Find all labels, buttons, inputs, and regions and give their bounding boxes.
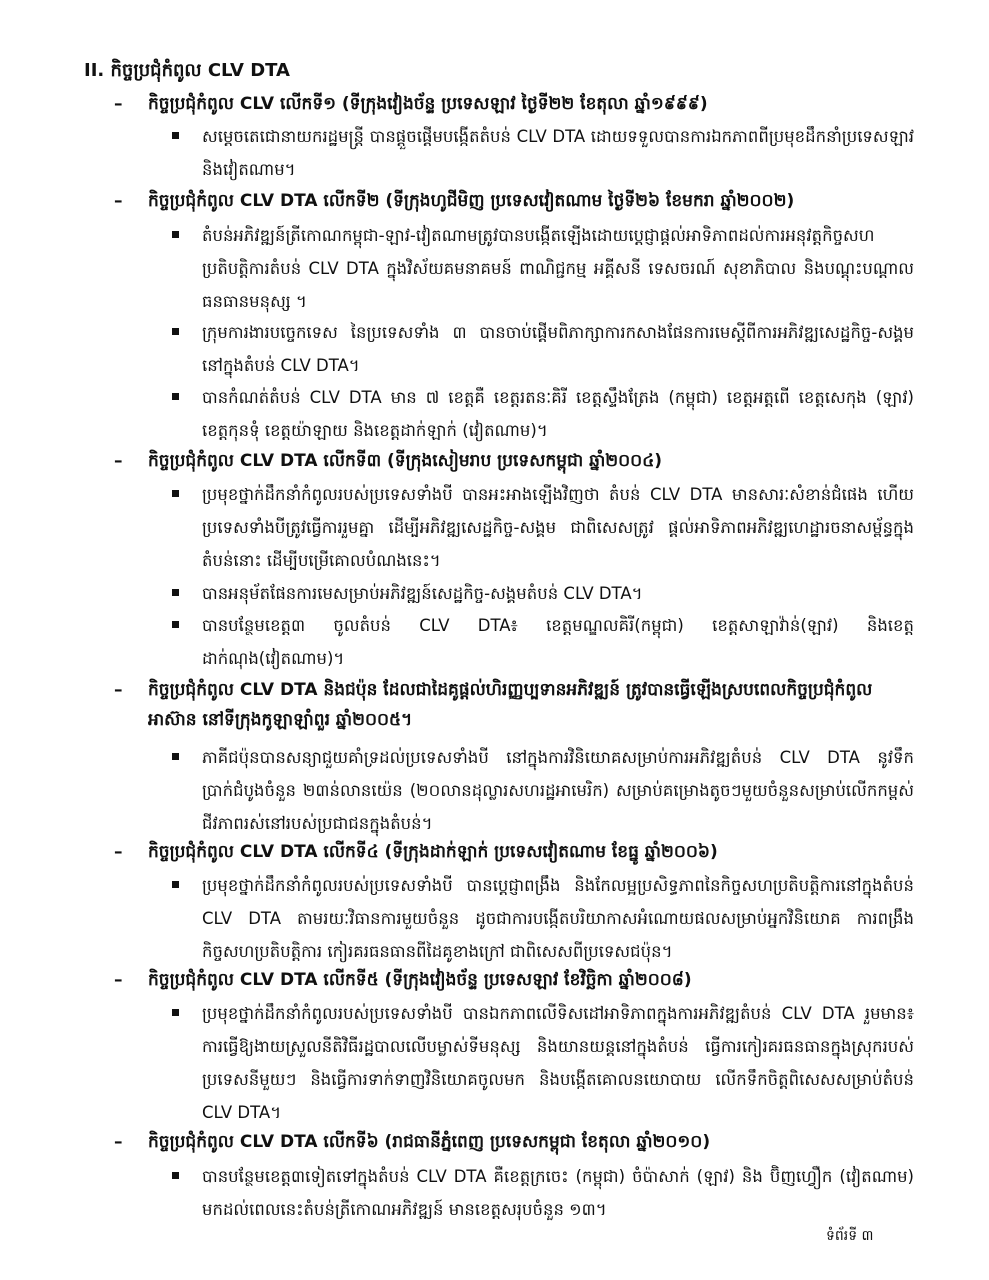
- bullet-item: សម្តេចតេជោនាយករដ្ឋមន្ត្រី បានផ្តួចផ្តើមបង្កើតតំបន់ CLV DTA ដោយទទួលបានការឯកភាពពីប្រមុខដឹកនាំប្រទេសឡាវ និងវៀតណាម។: [172, 120, 914, 186]
- square-bullet-icon: [172, 1172, 179, 1179]
- square-bullet-icon: [172, 1009, 179, 1016]
- summit-heading-4: – កិច្ចប្រជុំកំពូល CLV DTA និងជប៉ុន ដែលជាដៃគូផ្តល់ហិរញ្ញប្បទានអភិវឌ្ឍន៍ ត្រូវបានធ្វើឡើងស្របពេលកិច្ចប្រជុំកំពូលអាស៊ាន នៅទីក្រុងកូឡាឡាំពួរ ឆ្នាំ២០០៥។: [114, 675, 914, 735]
- summit-heading-6: – កិច្ចប្រជុំកំពូល CLV DTA លើកទី៥ (ទីក្រុងវៀងច័ន្ទ ប្រទេសឡាវ ខែវិច្ឆិកា ឆ្នាំ២០០៨): [114, 965, 914, 995]
- bullet-item: តំបន់អភិវឌ្ឍន៍ត្រីកោណកម្ពុជា-ឡាវ-វៀតណាមត្រូវបានបង្កើតឡើងដោយប្តេជ្ញាផ្តល់អាទិភាពដល់ការអនុវត្តកិច្ចសហប្រតិបត្តិការតំបន់ CLV DTA ក្នុងវិស័យគមនាគមន៍ ពាណិជ្ជកម្ម អគ្គីសនី ទេសចរណ៍ សុខាភិបាល និងបណ្តុះបណ្តាលធនធានមនុស្ស ។: [172, 219, 914, 318]
- bullet-item: ប្រមុខថ្នាក់ដឹកនាំកំពូលរបស់ប្រទេសទាំងបី បានអះអាងឡើងវិញថា តំបន់ CLV DTA មានសារៈសំខាន់ជំផេង ហើយប្រទេសទាំងបីត្រូវធ្វើការរួមគ្នា ដើម្បីអភិវឌ្ឍសេដ្ឋកិច្ច-សង្គម ជាពិសេសត្រូវ ផ្តល់អាទិភាពអភិវឌ្ឍហេដ្ឋារចនាសម្ព័ន្ធក្នុងតំបន់នោះ ដើម្បីបម្រើគោលបំណងនេះ។: [172, 478, 914, 577]
- summit-heading-2: – កិច្ចប្រជុំកំពូល CLV DTA លើកទី២ (ទីក្រុងហូជីមិញ ប្រទេសវៀតណាម ថ្ងៃទី២៦ ខែមករា ឆ្នាំ២០០២): [114, 186, 914, 216]
- square-bullet-icon: [172, 621, 179, 628]
- dash-marker: –: [114, 191, 123, 211]
- dash-marker: –: [114, 451, 123, 471]
- bullet-item: បានកំណត់តំបន់ CLV DTA មាន ៧ ខេត្តគឺ ខេត្តរតនៈគិរី ខេត្តស្ទឹងត្រែង (កម្ពុជា) ខេត្តអត្តពើ ខេត្តសេកុង (ឡាវ) ខេត្តកុនទុំ ខេត្តយ៉ាឡាយ និងខេត្តដាក់ឡាក់ (វៀតណាម)។: [172, 381, 914, 447]
- bullet-item: ក្រុមការងារបច្ចេកទេស នៃប្រទេសទាំង ៣ បានចាប់ផ្តើមពិភាក្សាការកសាងផែនការមេស្តីពីការអភិវឌ្ឍសេដ្ឋកិច្ច-សង្គម នៅក្នុងតំបន់ CLV DTA។: [172, 316, 914, 382]
- summit-heading-5: – កិច្ចប្រជុំកំពូល CLV DTA លើកទី៤ (ទីក្រុងដាក់ឡាក់ ប្រទេសវៀតណាម ខែធ្នូ ឆ្នាំ២០០៦): [114, 837, 914, 867]
- dash-marker: –: [114, 970, 123, 990]
- bullet-item: បានបន្ថែមខេត្ត៣ទៀតទៅក្នុងតំបន់ CLV DTA គឺខេត្តក្រចេះ (កម្ពុជា) ចំប៉ាសាក់ (ឡាវ) និង ប៊ិញហ្វឿក (វៀតណាម) មកដល់ពេលនេះតំបន់ត្រីកោណអភិវឌ្ឍន៍ មានខេត្តសរុបចំនួន ១៣។: [172, 1160, 914, 1226]
- square-bullet-icon: [172, 753, 179, 760]
- dash-marker: –: [114, 94, 123, 114]
- square-bullet-icon: [172, 393, 179, 400]
- bullet-item: ប្រមុខថ្នាក់ដឹកនាំកំពូលរបស់ប្រទេសទាំងបី បានប្តេជ្ញាពង្រឹង និងកែលម្អប្រសិទ្ធភាពនៃកិច្ចសហប្រតិបត្តិការនៅក្នុងតំបន់ CLV DTA តាមរយៈវិធានការមួយចំនួន ដូចជាការបង្កើតបរិយាកាសអំណោយផលសម្រាប់អ្នកវិនិយោគ ការពង្រឹងកិច្ចសហប្រតិបត្តិការ កៀរគរធនធានពីដៃគូខាងក្រៅ ជាពិសេសពីប្រទេសជប៉ុន។: [172, 869, 914, 968]
- section-title: II. កិច្ចប្រជុំកំពូល CLV DTA: [84, 60, 290, 81]
- dash-marker: –: [114, 1132, 123, 1152]
- bullet-item: បានបន្ថែមខេត្ត៣ ចូលតំបន់ CLV DTA៖ ខេត្តមណ្ឌលគិរី(កម្ពុជា) ខេត្តសាឡាវ៉ាន់(ឡាវ) និងខេត្តដាក់ណុង(វៀតណាម)។: [172, 609, 914, 675]
- dash-marker: –: [114, 842, 123, 862]
- page-number: ទំព័រទី ៣: [826, 1228, 874, 1244]
- summit-heading-1: – កិច្ចប្រជុំកំពូល CLV លើកទី១ (ទីក្រុងវៀងច័ន្ទ ប្រទេសឡាវ ថ្ងៃទី២២ ខែតុលា ឆ្នាំ១៩៩៩): [114, 89, 914, 119]
- bullet-item: ភាគីជប៉ុនបានសន្យាជួយគាំទ្រដល់ប្រទេសទាំងបី នៅក្នុងការវិនិយោគសម្រាប់ការអភិវឌ្ឍតំបន់ CLV DTA នូវទឹកប្រាក់ជំបូងចំនួន ២៣ន់លានយ៉េន (២០លានដុល្លារសហរដ្ឋអាមេរិក) សម្រាប់គម្រោងតូចៗមួយចំនួនសម្រាប់លើកកម្ពស់ជីវភាពរស់នៅរបស់ប្រជាជនក្នុងតំបន់។: [172, 741, 914, 840]
- square-bullet-icon: [172, 132, 179, 139]
- square-bullet-icon: [172, 490, 179, 497]
- square-bullet-icon: [172, 231, 179, 238]
- square-bullet-icon: [172, 881, 179, 888]
- square-bullet-icon: [172, 328, 179, 335]
- bullet-item: ប្រមុខថ្នាក់ដឹកនាំកំពូលរបស់ប្រទេសទាំងបី បានឯកភាពលើទិសដៅអាទិភាពក្នុងការអភិវឌ្ឍតំបន់ CLV DTA រួមមាន៖ ការធ្វើឱ្យងាយស្រួលនីតិវិធីរដ្ឋបាលលើបម្លាស់ទីមនុស្ស និងយានយន្តនៅក្នុងតំបន់ ធ្វើការកៀរគរធនធានក្នុងស្រុករបស់ប្រទេសនីមួយៗ និងធ្វើការទាក់ទាញវិនិយោគចូលមក និងបង្កើតគោលនយោបាយ លើកទឹកចិត្តពិសេសសម្រាប់តំបន់ CLV DTA។: [172, 997, 914, 1129]
- bullet-item: បានអនុម័តផែនការមេសម្រាប់អភិវឌ្ឍន៍សេដ្ឋកិច្ច-សង្គមតំបន់ CLV DTA។: [172, 577, 914, 610]
- square-bullet-icon: [172, 589, 179, 596]
- summit-heading-7: – កិច្ចប្រជុំកំពូល CLV DTA លើកទី៦ (រាជធានីភ្នំពេញ ប្រទេសកម្ពុជា ខែតុលា ឆ្នាំ២០១០): [114, 1127, 914, 1157]
- summit-heading-3: – កិច្ចប្រជុំកំពូល CLV DTA លើកទី៣ (ទីក្រុងសៀមរាប ប្រទេសកម្ពុជា ឆ្នាំ២០០៤): [114, 446, 914, 476]
- dash-marker: –: [114, 680, 123, 700]
